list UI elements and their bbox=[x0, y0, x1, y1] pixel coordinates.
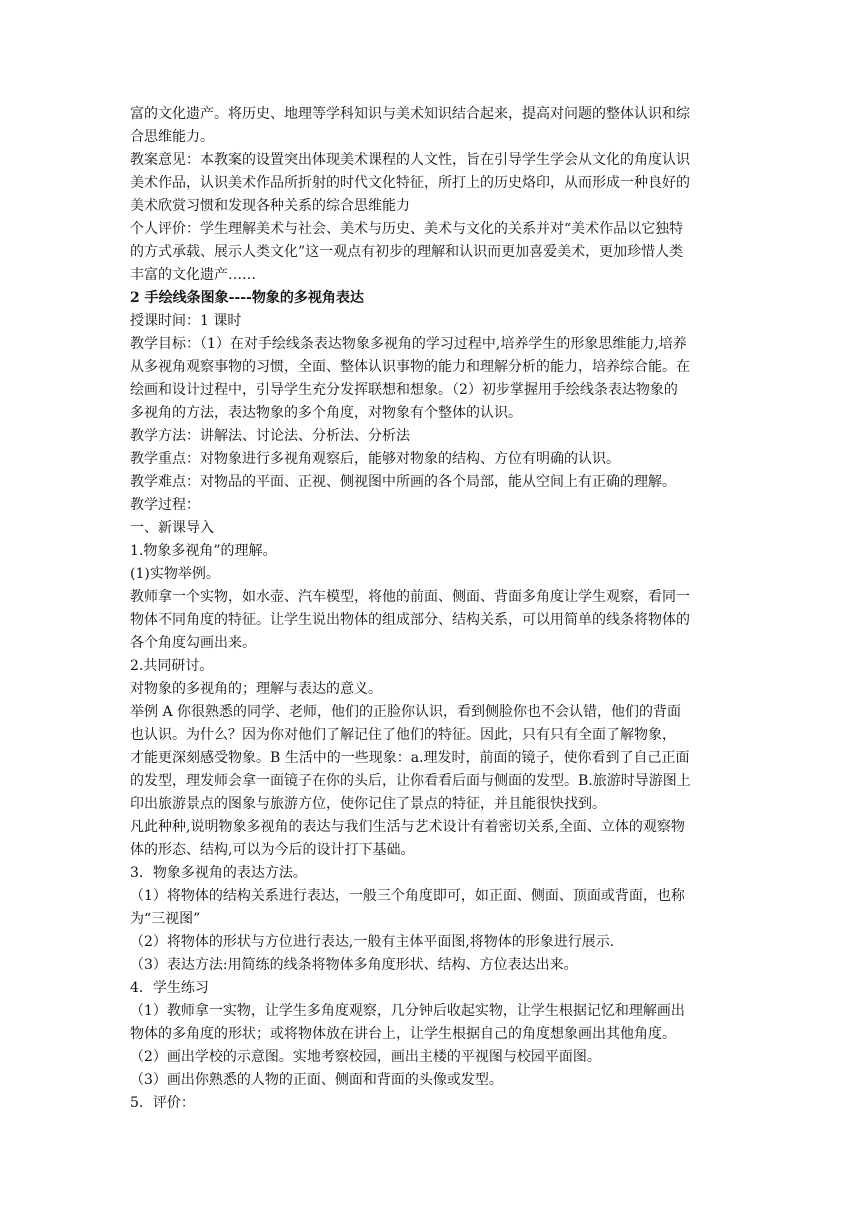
text-line: 从多视角观察事物的习惯，全面、整体认识事物的能力和理解分析的能力，培养综合能。在 bbox=[130, 359, 690, 375]
text-line: 教案意见：本教案的设置突出体现美术课程的人文性，旨在引导学生学会从文化的角度认识 bbox=[130, 152, 690, 168]
text-line: 个人评价：学生理解美术与社会、美术与历史、美术与文化的关系并对“美术作品以它独特 bbox=[130, 221, 684, 237]
text-line: 一、新课导入 bbox=[130, 520, 214, 536]
text-line: 丰富的文化遗产…… bbox=[130, 267, 256, 283]
text-line: 才能更深刻感受物象。B 生活中的一些现象：a.理发时，前面的镜子，使你看到了自己正面 bbox=[130, 750, 690, 766]
text-line: 物体的多角度的形状；或将物体放在讲台上，让学生根据自己的角度想象画出其他角度。 bbox=[130, 1026, 676, 1042]
text-line: 教学过程： bbox=[130, 497, 200, 513]
text-line: （1）教师拿一实物，让学生多角度观察，几分钟后收起实物，让学生根据记忆和理解画出 bbox=[130, 1003, 685, 1019]
text-line: 凡此种种,说明物象多视角的表达与我们生活与艺术设计有着密切关系,全面、立体的观察物 bbox=[130, 819, 685, 835]
text-line: 3．物象多视角的表达方法。 bbox=[130, 865, 307, 881]
text-line: 5．评价： bbox=[130, 1095, 195, 1111]
text-line: 多视角的方法，表达物象的多个角度，对物象有个整体的认识。 bbox=[130, 405, 522, 421]
section-heading: 2 手绘线条图象----物象的多视角表达 bbox=[130, 290, 364, 306]
text-line: 对物象的多视角的；理解与表达的意义。 bbox=[130, 681, 382, 697]
text-line: 也认识。为什么？因为你对他们了解记住了他们的特征。因此，只有只有全面了解物象， bbox=[130, 727, 676, 743]
text-line: 为“三视图” bbox=[130, 911, 201, 927]
text-line: （2）将物体的形状与方位进行表达,一般有主体平面图,将物体的形象进行展示. bbox=[130, 934, 615, 950]
text-line: 教学方法：讲解法、讨论法、分析法、分析法 bbox=[130, 428, 410, 444]
text-line: 体的形态、结构,可以为今后的设计打下基础。 bbox=[130, 842, 415, 858]
text-line: (1)实物举例。 bbox=[130, 566, 220, 582]
text-line: 的方式承载、展示人类文化”这一观点有初步的理解和认识而更加喜爱美术，更加珍惜人类 bbox=[130, 244, 684, 260]
text-line: 教学目标：（1）在对手绘线条表达物象多视角的学习过程中,培养学生的形象思维能力,培养 bbox=[130, 336, 687, 352]
text-line: （2）画出学校的示意图。实地考察校园，画出主楼的平视图与校园平面图。 bbox=[130, 1049, 601, 1065]
text-line: 美术作品，认识美术作品所折射的时代文化特征，所打上的历史烙印，从而形成一种良好的 bbox=[130, 175, 690, 191]
text-line: 举例 A 你很熟悉的同学、老师，他们的正脸你认识，看到侧脸你也不会认错，他们的背面 bbox=[130, 704, 682, 720]
document-body bbox=[130, 103, 730, 1115]
text-line: 绘画和设计过程中，引导学生充分发挥联想和想象。（2）初步掌握用手绘线条表达物象的 bbox=[130, 382, 678, 398]
text-line: （1）将物体的结构关系进行表达，一般三个角度即可，如正面、侧面、顶面或背面，也称 bbox=[130, 888, 685, 904]
text-line: 富的文化遗产。将历史、地理等学科知识与美术知识结合起来，提高对问题的整体认识和综 bbox=[130, 106, 690, 122]
text-line: 印出旅游景点的图象与旅游方位，使你记住了景点的特征，并且能很快找到。 bbox=[130, 796, 606, 812]
text-line: 1.物象多视角”的理解。 bbox=[130, 543, 277, 559]
text-line: （3）表达方法:用简练的线条将物体多角度形状、结构、方位表达出来。 bbox=[130, 957, 578, 973]
text-line: 教师拿一个实物，如水壶、汽车模型，将他的前面、侧面、背面多角度让学生观察，看同一 bbox=[130, 589, 690, 605]
text-line: 教学难点：对物品的平面、正视、侧视图中所画的各个局部，能从空间上有正确的理解。 bbox=[130, 474, 676, 490]
text-line: 授课时间：1 课时 bbox=[130, 313, 242, 329]
text-line: 4．学生练习 bbox=[130, 980, 209, 996]
text-line: 教学重点：对物象进行多视角观察后，能够对物象的结构、方位有明确的认识。 bbox=[130, 451, 620, 467]
text-line: （3）画出你熟悉的人物的正面、侧面和背面的头像或发型。 bbox=[130, 1072, 503, 1088]
text-line: 各个角度勾画出来。 bbox=[130, 635, 256, 651]
text-line: 美术欣赏习惯和发现各种关系的综合思维能力 bbox=[130, 198, 410, 214]
text-line: 物体不同角度的特征。让学生说出物体的组成部分、结构关系，可以用简单的线条将物体的 bbox=[130, 612, 690, 628]
text-line: 的发型，理发师会拿一面镜子在你的头后，让你看看后面与侧面的发型。B.旅游时导游图上 bbox=[130, 773, 691, 789]
text-line: 2.共同研讨。 bbox=[130, 658, 214, 674]
text-line: 合思维能力。 bbox=[130, 129, 214, 145]
